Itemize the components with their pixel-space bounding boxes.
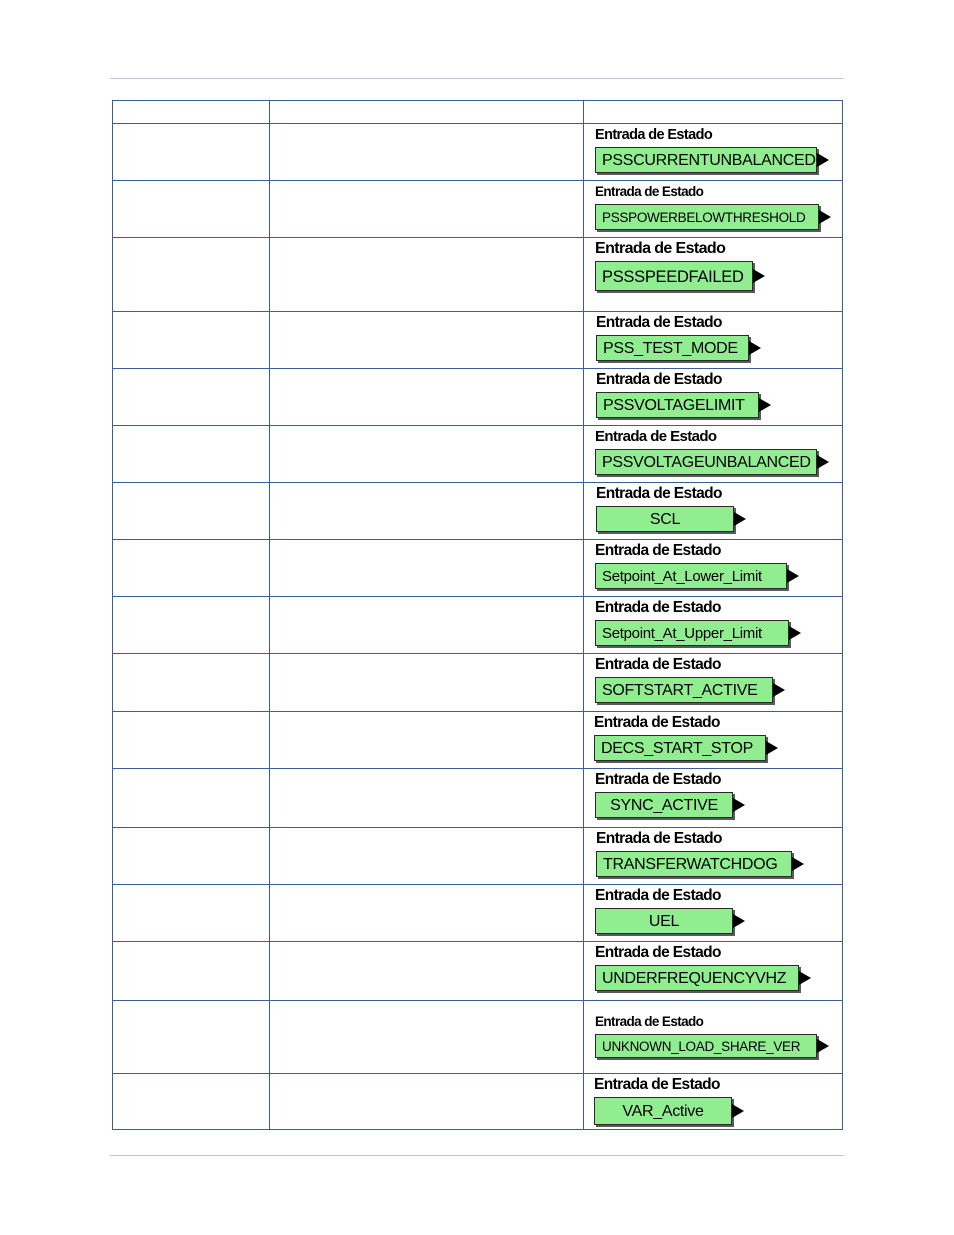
table-row xyxy=(113,828,843,885)
block-label: Entrada de Estado xyxy=(596,314,722,331)
row-cell-block xyxy=(584,181,843,238)
table-row xyxy=(113,654,843,712)
row-cell-block xyxy=(584,885,843,942)
row-cell-description xyxy=(270,597,584,654)
output-arrow-icon xyxy=(789,626,801,640)
block-label: Entrada de Estado xyxy=(595,599,721,616)
row-cell-description xyxy=(270,426,584,483)
output-arrow-icon xyxy=(792,857,804,871)
status-input-block: PSSVOLTAGEUNBALANCED xyxy=(595,449,817,475)
output-arrow-icon xyxy=(734,512,746,526)
row-cell-name xyxy=(113,769,270,828)
row-cell-block xyxy=(584,426,843,483)
block-label: Entrada de Estado xyxy=(596,371,722,388)
row-cell-block xyxy=(584,769,843,828)
block-label: Entrada de Estado xyxy=(595,1014,704,1029)
row-cell-name xyxy=(113,1001,270,1074)
row-cell-name xyxy=(113,124,270,181)
block-label: Entrada de Estado xyxy=(594,714,720,731)
table-row xyxy=(113,597,843,654)
row-cell-block xyxy=(584,369,843,426)
table-row xyxy=(113,1001,843,1074)
status-input-block: SCL xyxy=(596,506,734,532)
signal-table xyxy=(112,100,843,1130)
table-row xyxy=(113,483,843,540)
output-arrow-icon xyxy=(787,569,799,583)
block-label: Entrada de Estado xyxy=(596,830,722,847)
row-cell-description xyxy=(270,312,584,369)
block-label: Entrada de Estado xyxy=(595,127,713,143)
output-arrow-icon xyxy=(817,1039,829,1053)
row-cell-description xyxy=(270,483,584,540)
status-input-block: TRANSFERWATCHDOG xyxy=(596,851,792,877)
row-cell-description xyxy=(270,712,584,769)
status-input-block: UNDERFREQUENCYVHZ xyxy=(595,965,799,991)
status-input-block: PSSPOWERBELOWTHRESHOLD xyxy=(595,204,819,230)
status-input-block: VAR_Active xyxy=(594,1097,732,1125)
row-cell-block xyxy=(584,540,843,597)
block-label: Entrada de Estado xyxy=(595,542,721,559)
status-input-block: PSSSPEEDFAILED xyxy=(595,261,753,291)
output-arrow-icon xyxy=(799,971,811,985)
output-arrow-icon xyxy=(749,341,761,355)
table-row xyxy=(113,181,843,238)
row-cell-name xyxy=(113,426,270,483)
table-header-row xyxy=(113,101,843,124)
status-input-block: DECS_START_STOP xyxy=(594,735,766,761)
row-cell-name xyxy=(113,885,270,942)
header-cell-1 xyxy=(113,101,270,124)
header-cell-2 xyxy=(270,101,584,124)
table-row xyxy=(113,426,843,483)
row-cell-name xyxy=(113,828,270,885)
row-cell-block xyxy=(584,312,843,369)
output-arrow-icon xyxy=(817,153,829,167)
output-arrow-icon xyxy=(766,741,778,755)
row-cell-name xyxy=(113,369,270,426)
status-input-block: UNKNOWN_LOAD_SHARE_VER xyxy=(595,1034,817,1058)
status-input-block: PSSVOLTAGELIMIT xyxy=(596,392,759,418)
table-row xyxy=(113,942,843,1001)
row-cell-description xyxy=(270,181,584,238)
row-cell-description xyxy=(270,828,584,885)
row-cell-description xyxy=(270,124,584,181)
status-input-block: UEL xyxy=(595,908,733,934)
row-cell-name xyxy=(113,312,270,369)
output-arrow-icon xyxy=(732,1104,744,1118)
block-label: Entrada de Estado xyxy=(595,184,704,199)
row-cell-description xyxy=(270,885,584,942)
status-input-block: Setpoint_At_Upper_Limit xyxy=(595,620,789,646)
footer-rule xyxy=(110,1155,844,1156)
output-arrow-icon xyxy=(759,398,771,412)
table-row xyxy=(113,1074,843,1130)
header-rule xyxy=(110,78,844,79)
row-cell-description xyxy=(270,942,584,1001)
row-cell-block xyxy=(584,828,843,885)
row-cell-description xyxy=(270,540,584,597)
row-cell-description xyxy=(270,1074,584,1130)
block-label: Entrada de Estado xyxy=(594,1076,720,1093)
table-row xyxy=(113,369,843,426)
row-cell-description xyxy=(270,369,584,426)
row-cell-name xyxy=(113,238,270,312)
table-row xyxy=(113,885,843,942)
table-row xyxy=(113,712,843,769)
status-input-block: SYNC_ACTIVE xyxy=(595,792,733,818)
row-cell-block xyxy=(584,1074,843,1130)
row-cell-name xyxy=(113,540,270,597)
output-arrow-icon xyxy=(819,210,831,224)
row-cell-name xyxy=(113,181,270,238)
row-cell-name xyxy=(113,597,270,654)
output-arrow-icon xyxy=(817,455,829,469)
output-arrow-icon xyxy=(733,914,745,928)
block-label: Entrada de Estado xyxy=(595,656,721,673)
row-cell-block xyxy=(584,712,843,769)
row-cell-block xyxy=(584,1001,843,1074)
output-arrow-icon xyxy=(733,798,745,812)
row-cell-name xyxy=(113,654,270,712)
row-cell-description xyxy=(270,654,584,712)
block-label: Entrada de Estado xyxy=(595,944,721,961)
row-cell-name xyxy=(113,942,270,1001)
row-cell-block xyxy=(584,124,843,181)
table-row xyxy=(113,124,843,181)
row-cell-description xyxy=(270,769,584,828)
row-cell-block xyxy=(584,654,843,712)
status-input-block: Setpoint_At_Lower_Limit xyxy=(595,563,787,589)
table-row xyxy=(113,312,843,369)
block-label: Entrada de Estado xyxy=(596,485,722,502)
header-cell-3 xyxy=(584,101,843,124)
output-arrow-icon xyxy=(753,269,765,283)
row-cell-description xyxy=(270,1001,584,1074)
row-cell-description xyxy=(270,238,584,312)
status-input-block: PSSCURRENTUNBALANCED xyxy=(595,147,817,173)
status-input-block: SOFTSTART_ACTIVE xyxy=(595,677,773,703)
row-cell-name xyxy=(113,1074,270,1130)
block-label: Entrada de Estado xyxy=(595,428,717,445)
block-label: Entrada de Estado xyxy=(595,771,721,788)
output-arrow-icon xyxy=(773,683,785,697)
table-row xyxy=(113,769,843,828)
row-cell-block xyxy=(584,942,843,1001)
row-cell-block xyxy=(584,483,843,540)
row-cell-name xyxy=(113,483,270,540)
status-input-block: PSS_TEST_MODE xyxy=(596,335,749,361)
row-cell-block xyxy=(584,238,843,312)
block-label: Entrada de Estado xyxy=(595,887,721,904)
block-label: Entrada de Estado xyxy=(595,240,726,257)
table-row xyxy=(113,540,843,597)
table-row xyxy=(113,238,843,312)
row-cell-block xyxy=(584,597,843,654)
row-cell-name xyxy=(113,712,270,769)
